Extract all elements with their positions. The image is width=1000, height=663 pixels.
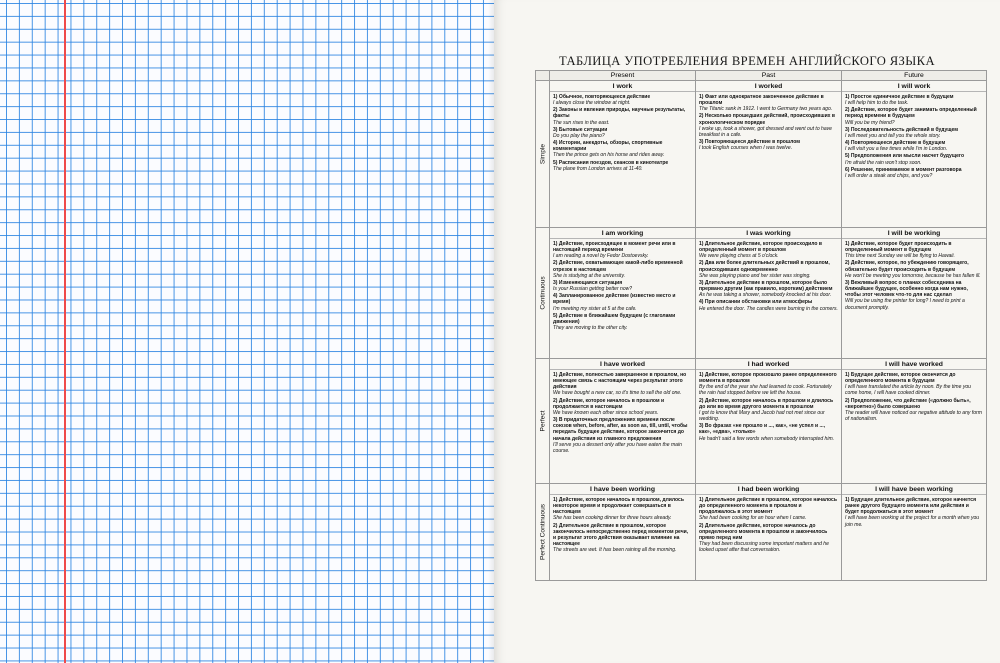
row-simple — [536, 81, 987, 228]
usage-rule: 1) Действие, которое началось в прошлом, длилось некоторое время и продолжает совершаться в настоящем — [553, 497, 684, 516]
usage-example: The reader will have noticed our negative attitude to any form of nationalism. — [845, 409, 982, 423]
usage-rule: 3) Последовательность действий в будущем — [845, 126, 958, 133]
tense-form: I will work — [842, 82, 986, 92]
usage-rule: 1) Факт или однократное законченное действие в прошлом — [699, 94, 824, 107]
usage-rule: 1) Действие, полностью завершенное в прошлом, но имеющее связь с настоящим через результат этого действия — [553, 372, 687, 391]
usage-example: Then the prince gets on his horse and rides away. — [553, 152, 665, 159]
usage-example: I will help him to do the task. — [845, 100, 909, 107]
usage-example: By the end of the year she had learned to cook. Fortunately the rain had stopped before we left the house. — [699, 384, 832, 397]
usage-rule: 3) Вежливый вопрос о планах собеседника на ближайшее будущее, особенно когда нам нужно, чтобы этот человек что-то для нас сделал — [845, 279, 968, 299]
usage-example: He won't be meeting you tomorrow, because he has fallen ill. — [845, 272, 981, 279]
row-perfect-continuous — [536, 484, 987, 581]
usage-example: The sun rises in the east. — [553, 119, 610, 126]
cell-simple-present — [550, 81, 696, 228]
usage-rule: 4) Повторяющееся действие в будущем — [845, 140, 946, 147]
row-label: Simple — [539, 143, 546, 165]
usage-rule: 1) Простое единичное действие в будущем — [845, 94, 954, 100]
usage-rule: 4) При описании обстановки или атмосферы — [699, 299, 813, 306]
row-continuous — [536, 228, 987, 359]
column-header-future: Future — [842, 71, 987, 81]
usage-rule: 2) Предположение, что действие («должно быть», «вероятно») было совершено — [845, 397, 971, 410]
usage-rule: 2) Два или более длительных действий в прошлом, происходивших одновременно — [699, 260, 830, 273]
usage-rule: 1) Действие, происходящее в момент речи или в настоящий период времени — [553, 241, 676, 254]
cell-perfect-past — [696, 359, 842, 484]
usage-rule: 5) Расписания поездов, сеансов в кинотеатре — [553, 159, 669, 166]
usage-example: Will you be using the printer for long? I need to print a document promptly. — [845, 298, 965, 311]
tense-form: I worked — [696, 82, 841, 92]
usage-example: We were playing chess at 5 o'clock. — [699, 253, 779, 260]
usage-example: Do you play the piano? — [553, 132, 605, 139]
usage-rule: 2) Длительное действие, которое началось до определенного момента в прошлом и закончилось прямо перед ним — [699, 522, 828, 541]
row-label: Perfect Continuous — [539, 503, 546, 561]
cell-perfect-present — [550, 359, 696, 484]
usage-example: I'm afraid the rain won't stop soon. — [845, 159, 922, 166]
cell-simple-future — [842, 81, 987, 228]
grid-page — [0, 0, 494, 663]
usage-example: I took English courses when I was twelve. — [699, 145, 793, 152]
usage-rule: 2) Действие, которое, по убеждению говорящего, обязательно будет происходить в будущем — [845, 260, 969, 273]
column-header-present: Present — [550, 71, 696, 81]
usage-example: I got to know that Mary and Jacob had not met since our wedding. — [699, 409, 825, 423]
usage-example: They are moving to the other city. — [553, 325, 628, 332]
corner-cell — [536, 71, 550, 81]
row-label-cell — [536, 484, 550, 581]
usage-rule: 3) Бытовые ситуации — [553, 126, 608, 133]
tense-form: I will have worked — [842, 360, 986, 370]
page-title: ТАБЛИЦА УПОТРЕБЛЕНИЯ ВРЕМЕН АНГЛИЙСКОГО ЯЗЫКА — [559, 54, 935, 68]
cell-continuous-future — [842, 228, 987, 359]
tense-form: I was working — [696, 229, 841, 239]
usage-rule: 2) Действие, которое началось в прошлом и длилось до или во время другого момента в прошлом — [699, 397, 834, 410]
cell-perfect-continuous-present — [550, 484, 696, 581]
usage-example: She is studying at the university. — [553, 272, 626, 279]
cell-simple-past — [696, 81, 842, 228]
usage-rule: 3) В придаточных предложениях времени после союзов when, before, after, as soon as, till, until, чтобы передать будущее действие, которое закончится до начала действия из главного предложения — [553, 417, 688, 442]
usage-example: I'll serve you a dessert only after you have eaten the main course. — [553, 441, 682, 454]
usage-rule: 6) Решение, принимаемое в момент разговора — [845, 166, 962, 173]
usage-rule: 5) Предположения или мысли насчет будущего — [845, 153, 965, 160]
tense-table-page — [494, 0, 1000, 663]
usage-rule: 1) Длительное действие в прошлом, которое началось до определенного момента в прошлом и продолжалось в этот момент — [699, 497, 837, 516]
cell-continuous-past — [696, 228, 842, 359]
usage-example: He entered the door. The candles were burning in the corners. — [699, 305, 838, 312]
usage-example: She had been cooking for an hour when I came. — [699, 515, 807, 522]
usage-rule: 2) Действие, охватывающее какой-либо временной отрезок в настоящем — [553, 260, 683, 273]
usage-example: They had been discussing some important matters and he looked upset after that conversation. — [699, 541, 829, 554]
column-header-past: Past — [696, 71, 842, 81]
tense-form: I will be working — [842, 229, 986, 239]
usage-rule: 2) Законы и явления природы, научные результаты, факты — [553, 107, 686, 120]
usage-rule: 1) Действие, которое будет происходить в определенный момент в будущем — [845, 241, 952, 254]
usage-rule: 1) Будущее действие, которое окончится до определенного момента в будущем — [845, 372, 956, 385]
usage-example: I will meet you and tell you the whole story. — [845, 132, 941, 139]
usage-example: I will have translated the article by noon. By the time you come home, I will have cooked dinner. — [845, 384, 971, 397]
usage-example: I will visit you a few times while I'm in London. — [845, 146, 948, 153]
usage-example: He hadn't said a few words when somebody interrupted him. — [699, 435, 835, 442]
usage-example: She has been cooking dinner for three hours already. — [553, 515, 672, 522]
usage-example: I will have been working at the project for a month when you join me. — [845, 515, 980, 528]
usage-rule: 5) Действие в ближайшем будущем (с глаголами движения) — [553, 312, 676, 325]
usage-example: I will order a steak and chips, and you? — [845, 172, 933, 179]
usage-rule: 3) Изменяющаяся ситуация — [553, 279, 623, 286]
usage-rule: 3) Во фразах «не прошло и ..., как», «не успел и ..., как», «едва», «только» — [699, 423, 826, 436]
cell-perfect-continuous-past — [696, 484, 842, 581]
margin-line — [64, 0, 66, 663]
usage-example: As he was taking a shower, somebody knocked at his door. — [699, 292, 832, 299]
tense-form: I have been working — [550, 485, 695, 495]
usage-rule: 1) Обычное, повторяющееся действие — [553, 94, 651, 100]
usage-rule: 2) Несколько прошедших действий, происходивших в хронологическом порядке — [699, 113, 835, 126]
row-label-cell — [536, 359, 550, 484]
usage-rule: 1) Действие, которое произошло ранее определенного момента в прошлом — [699, 372, 837, 385]
cell-perfect-continuous-future — [842, 484, 987, 581]
tense-form: I will have been working — [842, 485, 986, 495]
tense-form: I have worked — [550, 360, 695, 370]
usage-example: Is your Russian getting better now? — [553, 286, 633, 293]
tense-form: I had worked — [696, 360, 841, 370]
cell-continuous-present — [550, 228, 696, 359]
row-perfect — [536, 359, 987, 484]
usage-rule: 1) Длительное действие, которое происходило в определенный момент в прошлом — [699, 241, 822, 254]
usage-example: This time next Sunday we will be flying to Hawaii. — [845, 253, 955, 260]
cell-perfect-future — [842, 359, 987, 484]
usage-rule: 3) Длительное действие в прошлом, которое было прервано другим (как правило, коротким) действием — [699, 279, 833, 293]
row-label: Continuous — [539, 276, 546, 310]
usage-rule: 2) Действие, которое началось в прошлом и продолжается в настоящем — [553, 397, 665, 410]
header-row — [536, 71, 987, 81]
usage-example: The Titanic sank in 1912. I went to Germany two years ago. — [699, 106, 833, 113]
usage-example: The streets are wet. It has been raining all the morning. — [553, 547, 677, 554]
row-label: Perfect — [539, 410, 546, 432]
tense-form: I had been working — [696, 485, 841, 495]
usage-example: Will you be my friend? — [845, 119, 895, 126]
usage-rule: 2) Действие, которое будет занимать определенный период времени в будущем — [845, 107, 977, 120]
row-label-cell — [536, 228, 550, 359]
usage-rule: 1) Будущее длительное действие, которое начнется ранее другого будущего момента или действия и будет продолжаться в этот момент — [845, 497, 977, 516]
usage-rule: 2) Длительное действие в прошлом, которое закончилось непосредственно перед моментом речи, и результат этого действия оказывает влияние на настоящее — [553, 522, 689, 548]
usage-example: I'm meeting my sister at 5 at the cafe. — [553, 305, 637, 312]
usage-example: I always close the window at night. — [553, 100, 631, 107]
usage-rule: 3) Повторяющееся действие в прошлом — [699, 139, 800, 146]
row-label-cell — [536, 81, 550, 228]
usage-example: She was playing piano and her sister was singing. — [699, 272, 811, 279]
tense-form: I work — [550, 82, 695, 92]
usage-rule: 4) Запланированное действие (известно место и время) — [553, 293, 676, 306]
usage-example: We have bought a new car, so it's time to sell the old one. — [553, 390, 682, 397]
usage-example: The plane from London arrives at 11-40. — [553, 165, 643, 172]
usage-example: We have known each other since school years. — [553, 409, 659, 416]
usage-rule: 4) Истории, анекдоты, обзоры, спортивные комментарии — [553, 140, 663, 153]
tense-form: I am working — [550, 229, 695, 239]
tense-table — [535, 70, 987, 581]
usage-example: I am reading a novel by Fedor Dostoevsky. — [553, 253, 649, 260]
usage-example: I woke up, took a shower, got dressed and went out to have breakfast in a cafe. — [699, 125, 832, 138]
